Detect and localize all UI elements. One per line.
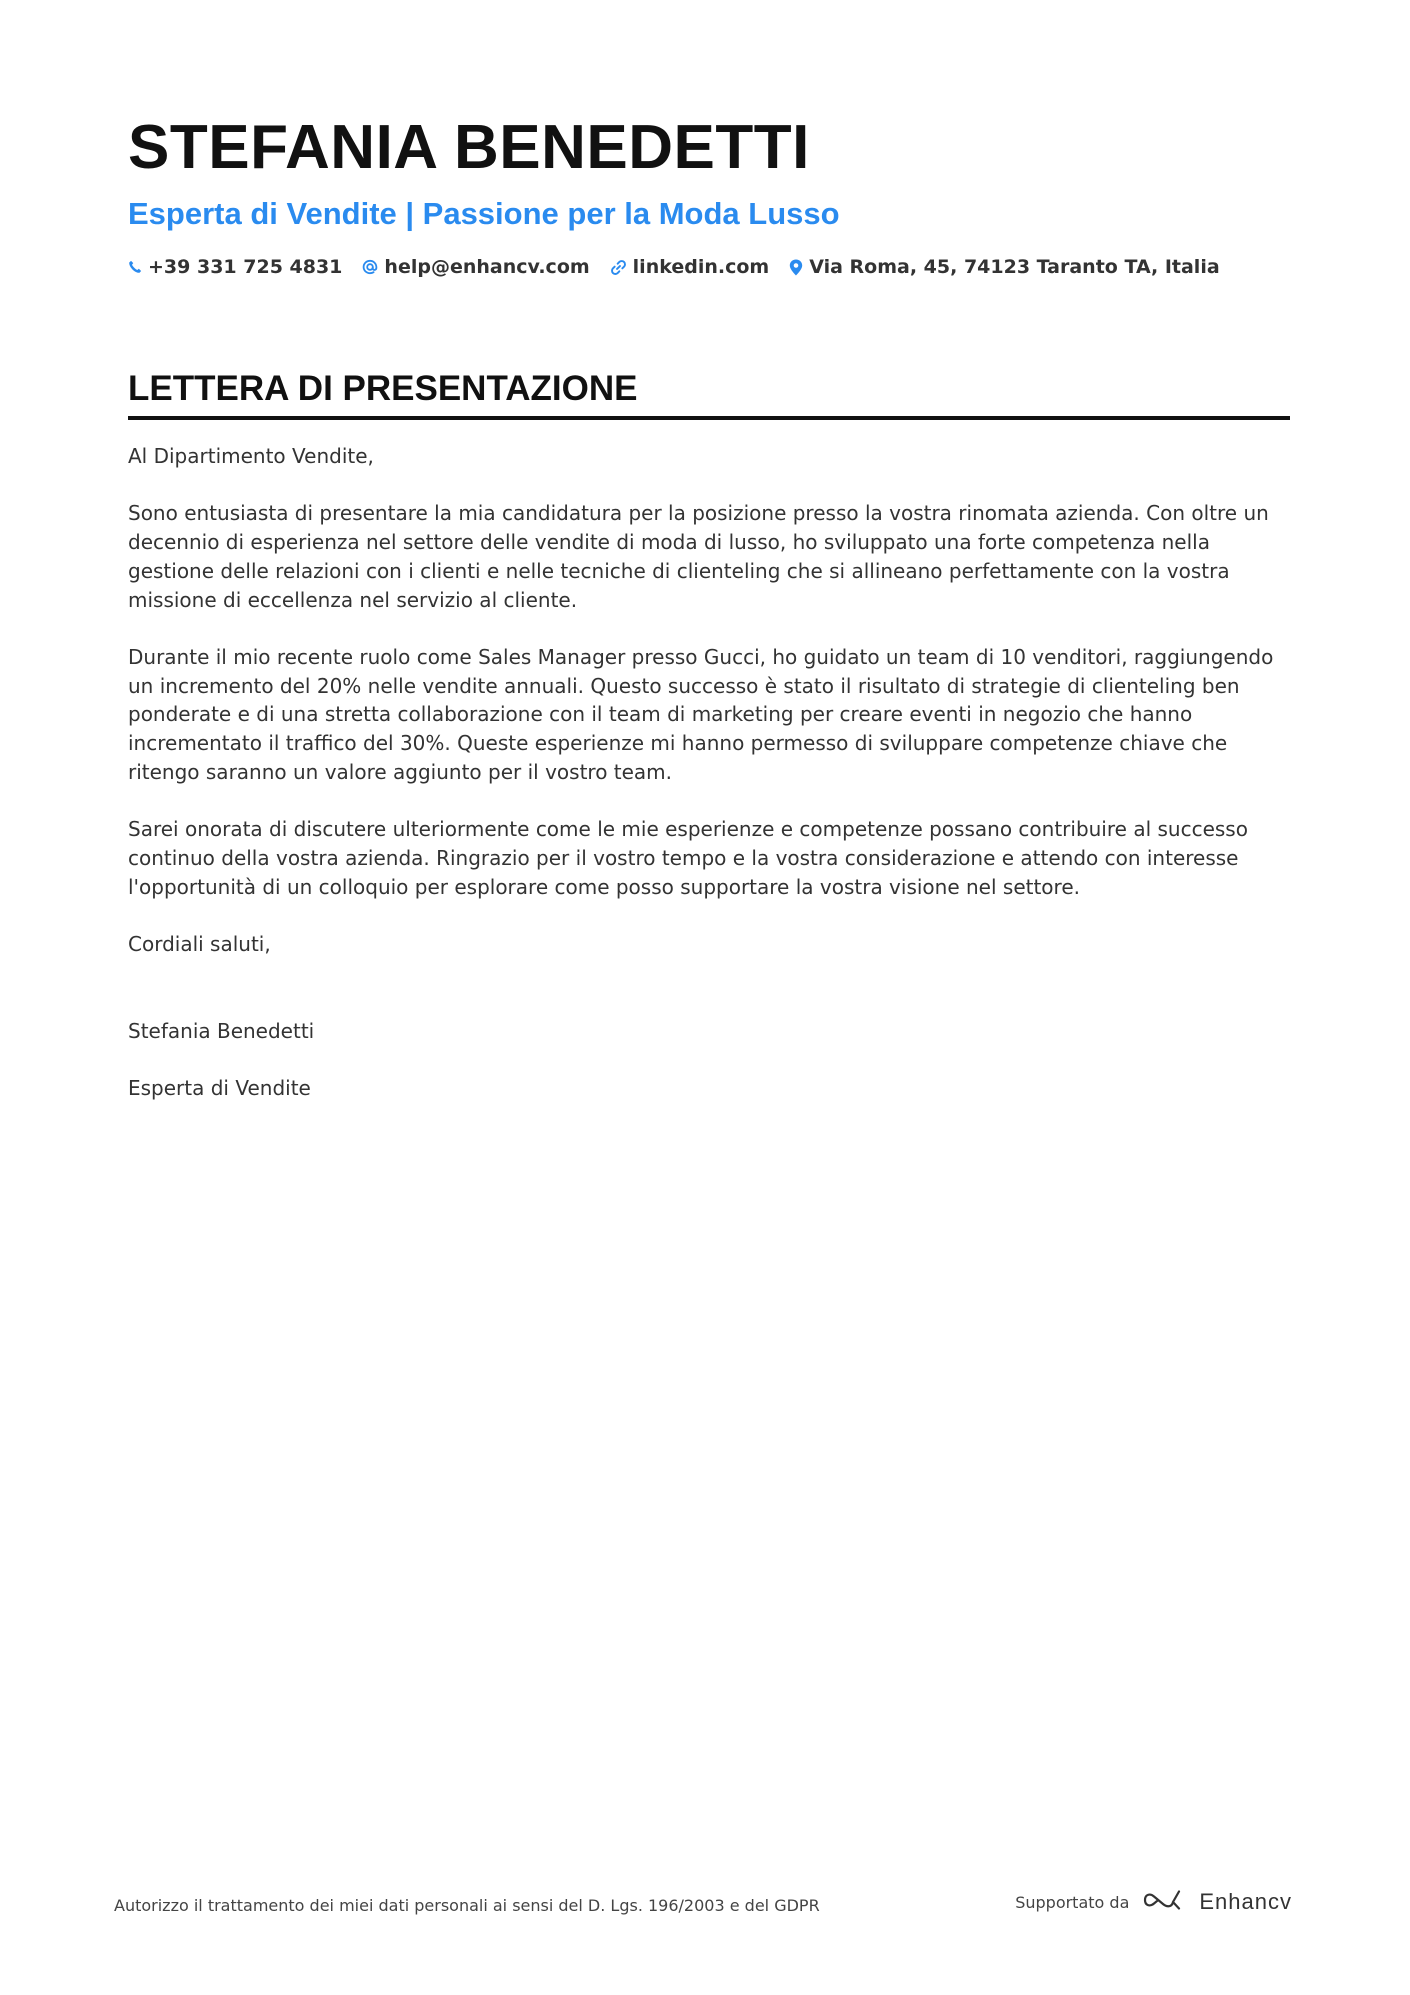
letter-greeting: Al Dipartimento Vendite,	[128, 444, 374, 468]
letter-paragraph: Sono entusiasta di presentare la mia candidatura per la posizione presso la vostra rinomata azienda. Con oltre un decennio di esperienza nel settore delle vendite di moda di lusso, ho sviluppato una forte competenza nella gestione delle relazioni con i clienti e nelle tecniche di clienteling che si allineano perfettamente con la vostra missione di eccellenza nel servizio al cliente.	[128, 501, 1269, 612]
map-pin-icon	[789, 259, 803, 276]
at-icon	[362, 259, 378, 275]
enhancv-logo-icon	[1141, 1888, 1187, 1916]
phone-icon	[128, 260, 142, 274]
candidate-name: STEFANIA BENEDETTI	[128, 113, 810, 182]
letter-paragraph: Sarei onorata di discutere ulteriormente come le mie esperienze e competenze possano contribuire al successo continuo della vostra azienda. Ringrazio per il vostro tempo e la vostra considerazione e attendo con interesse l'opportunità di un colloquio per esplorare come posso supportare la vostra visione nel settore.	[128, 817, 1248, 899]
cover-letter-page	[128, 108, 1290, 1131]
contact-link[interactable]	[610, 256, 770, 278]
letter-closing: Cordiali saluti,	[128, 931, 271, 956]
contact-location[interactable]	[789, 256, 1219, 278]
email-text: help@enhancv.com	[384, 256, 590, 278]
powered-by[interactable]	[1015, 1888, 1292, 1916]
location-text: Via Roma, 45, 74123 Taranto TA, Italia	[809, 256, 1220, 278]
enhancv-brand: Enhancv	[1199, 1889, 1292, 1914]
powered-by-label: Supportato da	[1015, 1892, 1130, 1912]
candidate-subtitle: Esperta di Vendite | Passione per la Moda Lusso	[128, 196, 840, 231]
contact-email[interactable]	[362, 256, 589, 278]
link-text: linkedin.com	[632, 256, 770, 278]
contact-phone[interactable]	[128, 256, 342, 278]
section-title: LETTERA DI PRESENTAZIONE	[128, 368, 1290, 420]
link-icon	[610, 259, 627, 276]
privacy-consent: Autorizzo il trattamento dei miei dati personali ai sensi del D. Lgs. 196/2003 e del GDPR	[114, 1896, 820, 1915]
signature-title: Esperta di Vendite	[128, 1075, 311, 1100]
phone-text: +39 331 725 4831	[148, 256, 343, 278]
letter-paragraph: Durante il mio recente ruolo come Sales Manager presso Gucci, ho guidato un team di 10 venditori, raggiungendo un incremento del 20% nelle vendite annuali. Questo successo è stato il risultato di strategie di clienteling ben ponderate e di una stretta collaborazione con il team di marketing per creare eventi in negozio che hanno incrementato il traffico del 30%. Queste esperienze mi hanno permesso di sviluppare competenze chiave che ritengo saranno un valore aggiunto per il vostro team.	[128, 644, 1274, 784]
contact-bar	[128, 256, 1290, 278]
signature-name: Stefania Benedetti	[128, 1018, 315, 1043]
letter-body	[128, 442, 1290, 1103]
